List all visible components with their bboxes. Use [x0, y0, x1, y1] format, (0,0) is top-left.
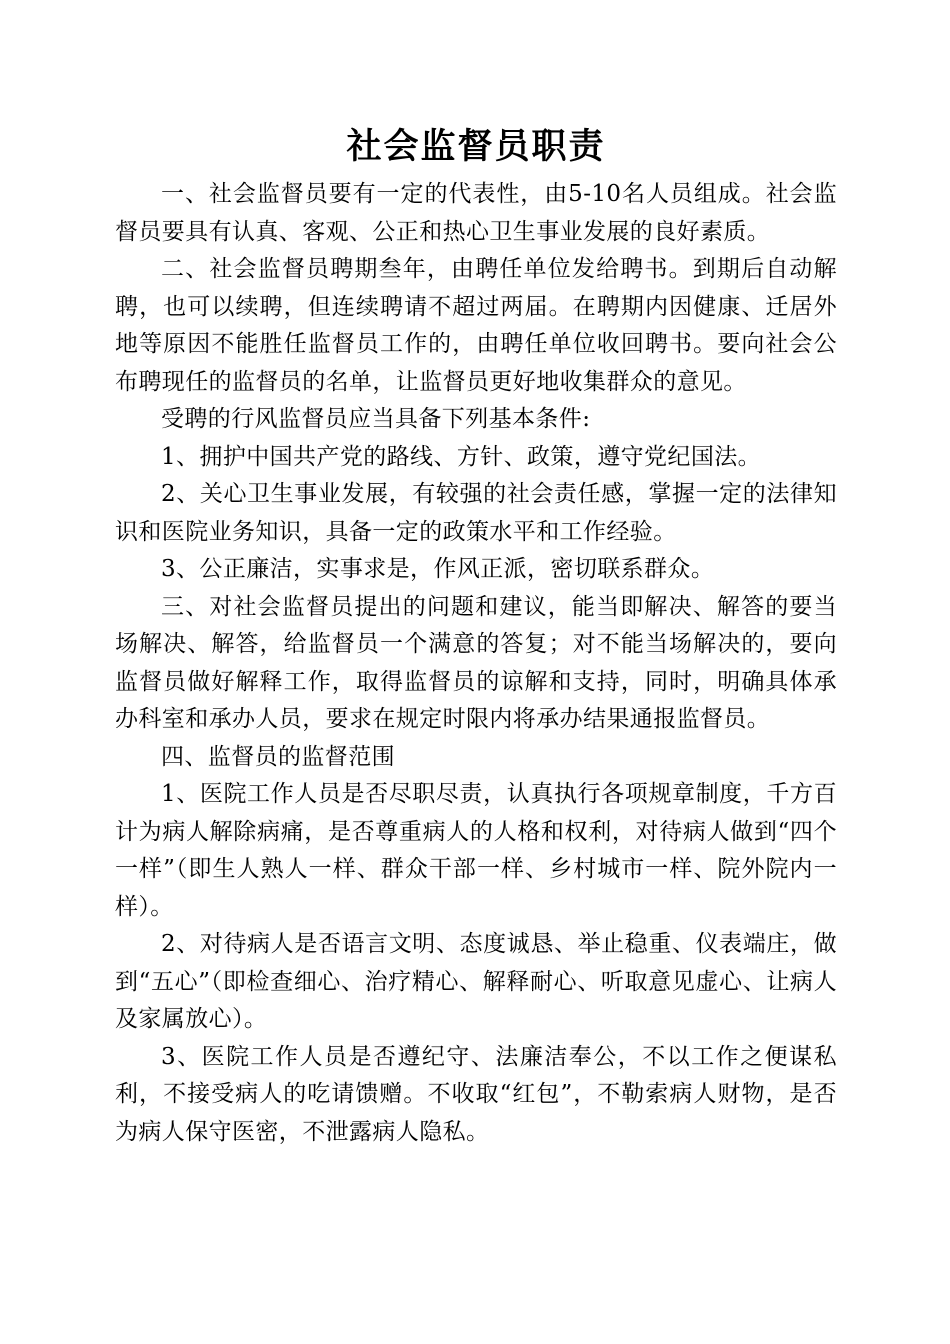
paragraph-1: 一、社会监督员要有一定的代表性，由5-10名人员组成。社会监督员要具有认真、客观、公正和热心卫生事业发展的良好素质。 — [115, 181, 837, 245]
paragraph-5: 2、关心卫生事业发展，有较强的社会责任感，掌握一定的法律知识和医院业务知识，具备一定的政策水平和工作经验。 — [115, 481, 837, 545]
paragraph-10: 2、对待病人是否语言文明、态度诚恳、举止稳重、仪表端庄，做到“五心”（即检查细心、治疗精心、解释耐心、听取意见虚心、让病人及家属放心）。 — [115, 931, 837, 1032]
paragraph-9: 1、医院工作人员是否尽职尽责，认真执行各项规章制度，千方百计为病人解除病痛，是否尊重病人的人格和权利，对待病人做到“四个一样”（即生人熟人一样、群众干部一样、乡村城市一样、院外院内一样）。 — [115, 781, 837, 920]
paragraph-3: 受聘的行风监督员应当具备下列基本条件: — [161, 406, 591, 432]
paragraph-7: 三、对社会监督员提出的问题和建议，能当即解决、解答的要当场解决、解答，给监督员一个满意的答复；对不能当场解决的，要向监督员做好解释工作，取得监督员的谅解和支持，同时，明确具体承办科室和承办人员，要求在规定时限内将承办结果通报监督员。 — [115, 593, 837, 732]
document-body — [115, 176, 837, 1151]
paragraph-4: 1、拥护中国共产党的路线、方针、政策，遵守党纪国法。 — [161, 443, 762, 470]
document-page — [115, 118, 837, 1151]
paragraph-8: 四、监督员的监督范围 — [161, 743, 395, 770]
document-title: 社会监督员职责 — [346, 126, 606, 167]
paragraph-2: 二、社会监督员聘期叁年，由聘任单位发给聘书。到期后自动解聘，也可以续聘，但连续聘请不超过两届。在聘期内因健康、迁居外地等原因不能胜任监督员工作的，由聘任单位收回聘书。要向社会公布聘现任的监督员的名单，让监督员更好地收集群众的意见。 — [115, 256, 837, 395]
paragraph-11: 3、医院工作人员是否遵纪守、法廉洁奉公，不以工作之便谋私利，不接受病人的吃请馈赠。不收取“红包”，不勒索病人财物，是否为病人保守医密，不泄露病人隐私。 — [115, 1043, 837, 1145]
paragraph-6: 3、公正廉洁，实事求是，作风正派，密切联系群众。 — [161, 556, 715, 582]
